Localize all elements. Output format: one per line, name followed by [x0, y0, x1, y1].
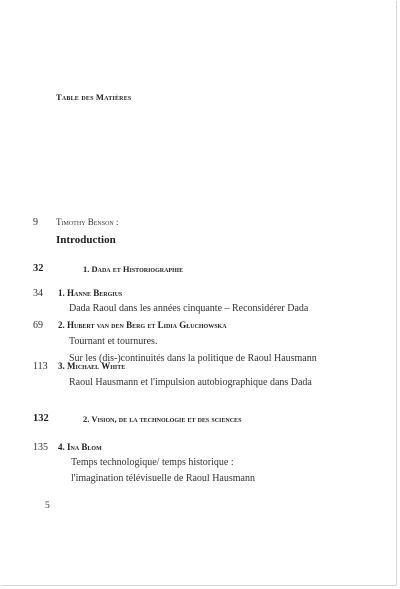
- page-number: 34: [33, 288, 43, 299]
- toc-heading: Table des Matières: [56, 92, 132, 102]
- book-page: [1, 1, 397, 586]
- page-number: 113: [33, 361, 48, 372]
- entry-title-line: l'imagination télévisuelle de Raoul Hausmann: [71, 473, 255, 484]
- page-number: 9: [33, 217, 38, 228]
- entry-author: 4. Ina Blom: [58, 442, 102, 452]
- section-heading: 2. Vision, de la technologie et des sciences: [83, 414, 242, 424]
- section-page-number: 32: [33, 263, 44, 274]
- page-folio: 5: [45, 501, 50, 511]
- entry-title-line: Sur les (dis-)continuités dans la politique de Raoul Hausmann: [69, 353, 317, 364]
- entry-author: 1. Hanne Bergius: [58, 288, 123, 298]
- section-page-number: 132: [33, 413, 49, 424]
- section-heading: 1. Dada et Historiographie: [83, 264, 184, 274]
- entry-title: Introduction: [56, 234, 116, 246]
- entry-title-line: Tournant et tournures.: [69, 336, 158, 347]
- entry-author: 3. Michael White: [58, 361, 126, 371]
- entry-title: Dada Raoul dans les années cinquante – Reconsidérer Dada: [69, 303, 309, 314]
- page-number: 69: [33, 320, 43, 331]
- entry-title: Raoul Hausmann et l'impulsion autobiographique dans Dada: [69, 377, 312, 388]
- entry-author: 2. Hubert van den Berg et Lidia Głuchowska: [58, 320, 227, 330]
- entry-author: Timothy Benson :: [56, 217, 119, 227]
- page-number: 135: [33, 442, 48, 453]
- entry-title-line: Temps technologique/ temps historique :: [71, 457, 234, 468]
